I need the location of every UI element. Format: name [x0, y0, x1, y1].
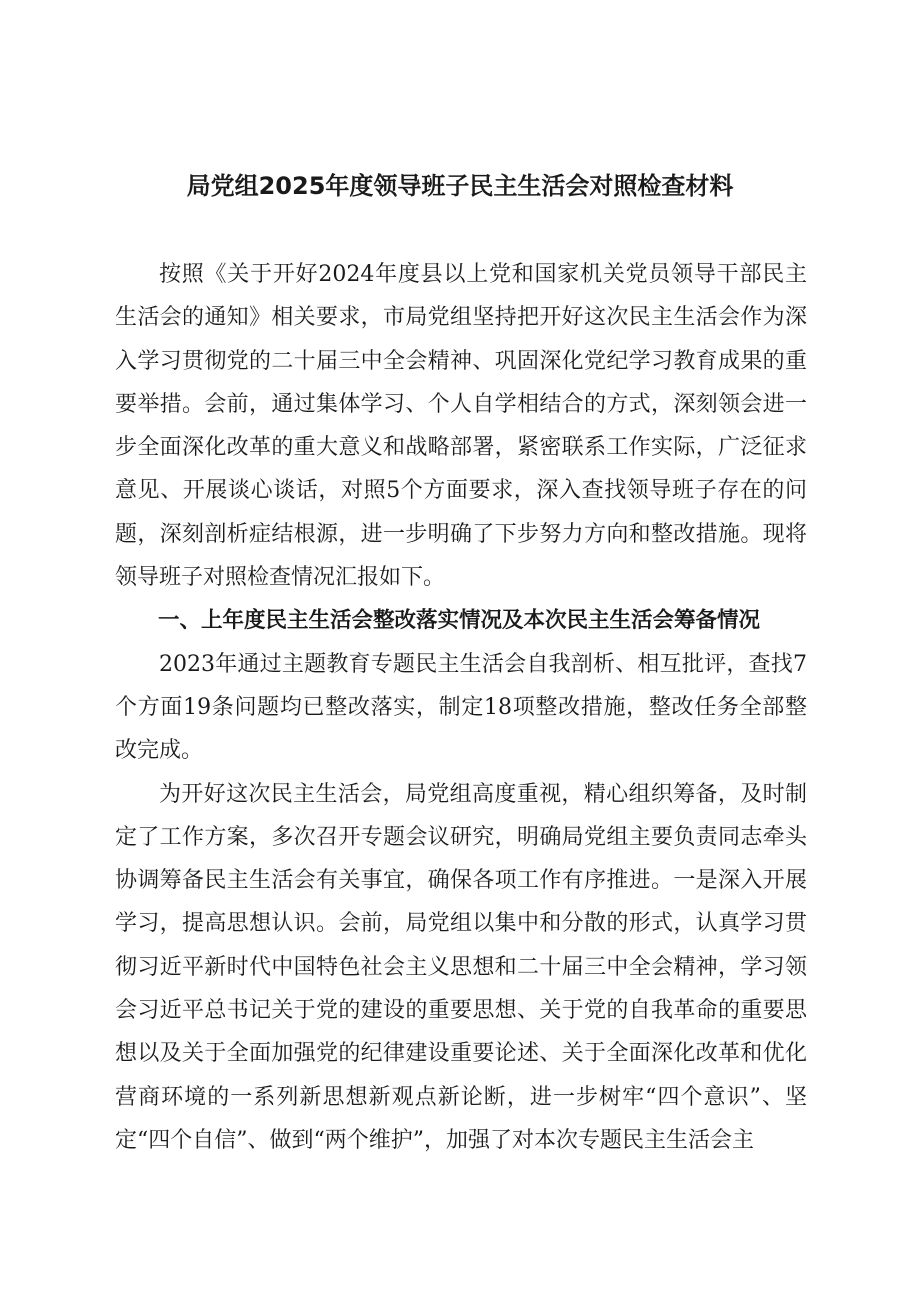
document-title: 局党组2025年度领导班子民主生活会对照检查材料	[186, 172, 734, 200]
section-heading: 一、上年度民主生活会整改落实情况及本次民主生活会筹备情况	[158, 608, 761, 634]
document-body	[115, 253, 807, 1162]
section-paragraph-1: 2023年通过主题教育专题民主生活会自我剖析、相互批评，查找7个方面19条问题均已整改落实，制定18项整改措施，整改任务全部整改完成。	[115, 651, 807, 764]
section-paragraph-2: 为开好这次民主生活会，局党组高度重视，精心组织筹备，及时制定了工作方案，多次召开专题会议研究，明确局党组主要负责同志牵头协调筹备民主生活会有关事宜，确保各项工作有序推进。一是深入开展学习，提高思想认识。会前，局党组以集中和分散的形式，认真学习贯彻习近平新时代中国特色社会主义思想和二十届三中全会精神，学习领会习近平总书记关于党的建设的重要思想、关于党的自我革命的重要思想以及关于全面加强党的纪律建设重要论述、关于全面深化改革和优化营商环境的一系列新思想新观点新论断，进一步树牢“四个意识”、坚定“四个自信”、做到“两个维护”，加强了对本次专题民主生活会主	[115, 781, 807, 1153]
intro-paragraph: 按照《关于开好2024年度县以上党和国家机关党员领导干部民主生活会的通知》相关要求，市局党组坚持把开好这次民主生活会作为深入学习贯彻党的二十届三中全会精神、巩固深化党纪学习教育成果的重要举措。会前，通过集体学习、个人自学相结合的方式，深刻领会进一步全面深化改革的重大意义和战略部署，紧密联系工作实际，广泛征求意见、开展谈心谈话，对照5个方面要求，深入查找领导班子存在的问题，深刻剖析症结根源，进一步明确了下步努力方向和整改措施。现将领导班子对照检查情况汇报如下。	[115, 262, 807, 591]
